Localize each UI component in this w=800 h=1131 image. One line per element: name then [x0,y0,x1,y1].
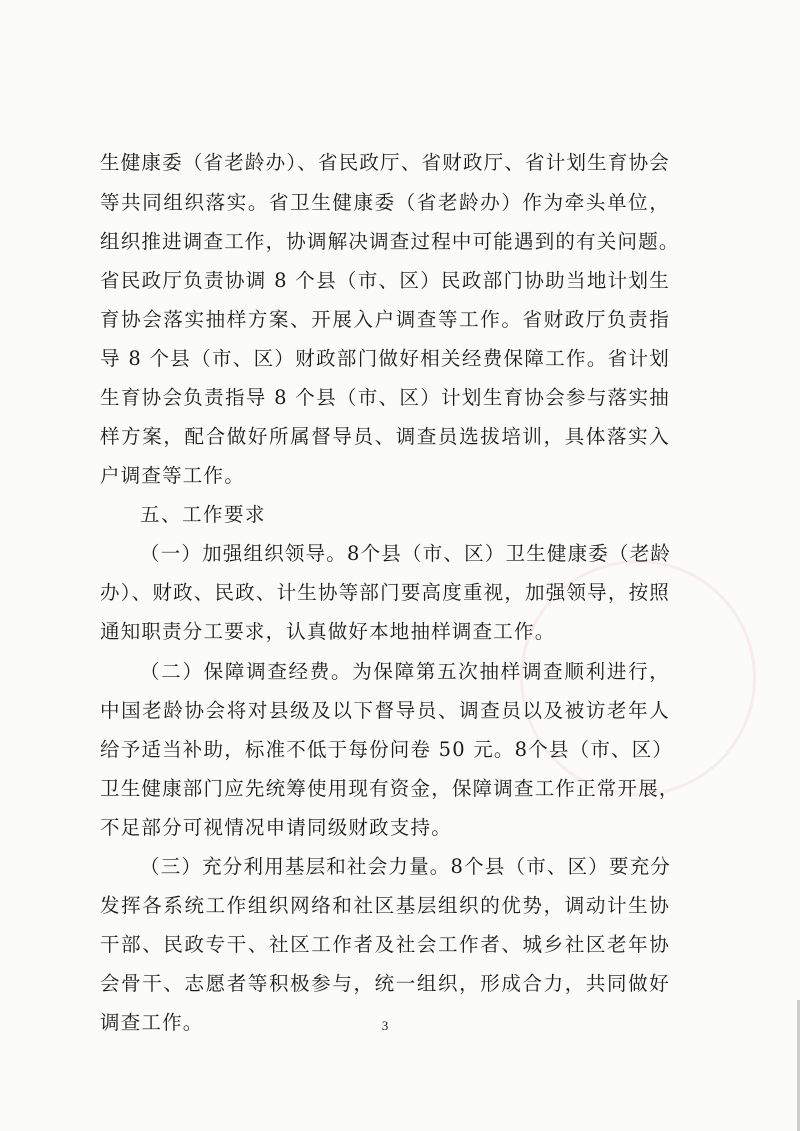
paragraph-line: 样方案，配合做好所属督导员、调查员选拔培训，具体落实入 [100,425,670,448]
paragraph-line: 办）、财政、民政、计生协等部门要高度重视，加强领导，按照 [100,581,670,604]
paragraph-line: （二）保障调查经费。为保障第五次抽样调查顺利进行， [140,660,670,683]
paragraph-line: 组织推进调查工作，协调解决调查过程中可能遇到的有关问题。 [100,230,680,253]
paragraph-line: 干部、民政专干、社区工作者及社会工作者、城乡社区老年协 [100,933,670,956]
paragraph-line: 调查工作。 [100,1011,204,1034]
paragraph-line: 卫生健康部门应先统筹使用现有资金，保障调查工作正常开展， [100,777,680,800]
paragraph-line: （一）加强组织领导。8个县（市、区）卫生健康委（老龄 [140,542,672,565]
paragraph-line: 省民政厅负责协调 8 个县（市、区）民政部门协助当地计划生 [100,269,670,292]
paragraph-line: 生健康委（省老龄办）、省民政厅、省财政厅、省计划生育协会 [100,151,670,174]
paragraph-line: （三）充分利用基层和社会力量。8个县（市、区）要充分 [140,855,672,878]
paragraph-line: 中国老龄协会将对县级及以下督导员、调查员以及被访老年人 [100,699,670,722]
paragraph-line: 给予适当补助，标准不低于每份问卷 50 元。8个县（市、区） [100,738,674,761]
paragraph-line: 等共同组织落实。省卫生健康委（省老龄办）作为牵头单位， [100,191,670,214]
paragraph-line: 生育协会负责指导 8 个县（市、区）计划生育协会参与落实抽 [100,386,670,409]
paragraph-line: 育协会落实抽样方案、开展入户调查等工作。省财政厅负责指 [100,308,670,331]
paragraph-line: 导 8 个县（市、区）财政部门做好相关经费保障工作。省计划 [100,347,670,370]
paragraph-line: 发挥各系统工作组织网络和社区基层组织的优势，调动计生协 [100,894,670,917]
section-heading: 五、工作要求 [140,503,267,526]
paragraph-line: 户调查等工作。 [100,464,245,487]
paragraph-line: 不足部分可视情况申请同级财政支持。 [100,816,452,839]
page-number: 3 [381,1018,389,1033]
paragraph-line: 会骨干、志愿者等积极参与，统一组织，形成合力，共同做好 [100,972,670,995]
paragraph-line: 通知职责分工要求，认真做好本地抽样调查工作。 [100,620,556,643]
